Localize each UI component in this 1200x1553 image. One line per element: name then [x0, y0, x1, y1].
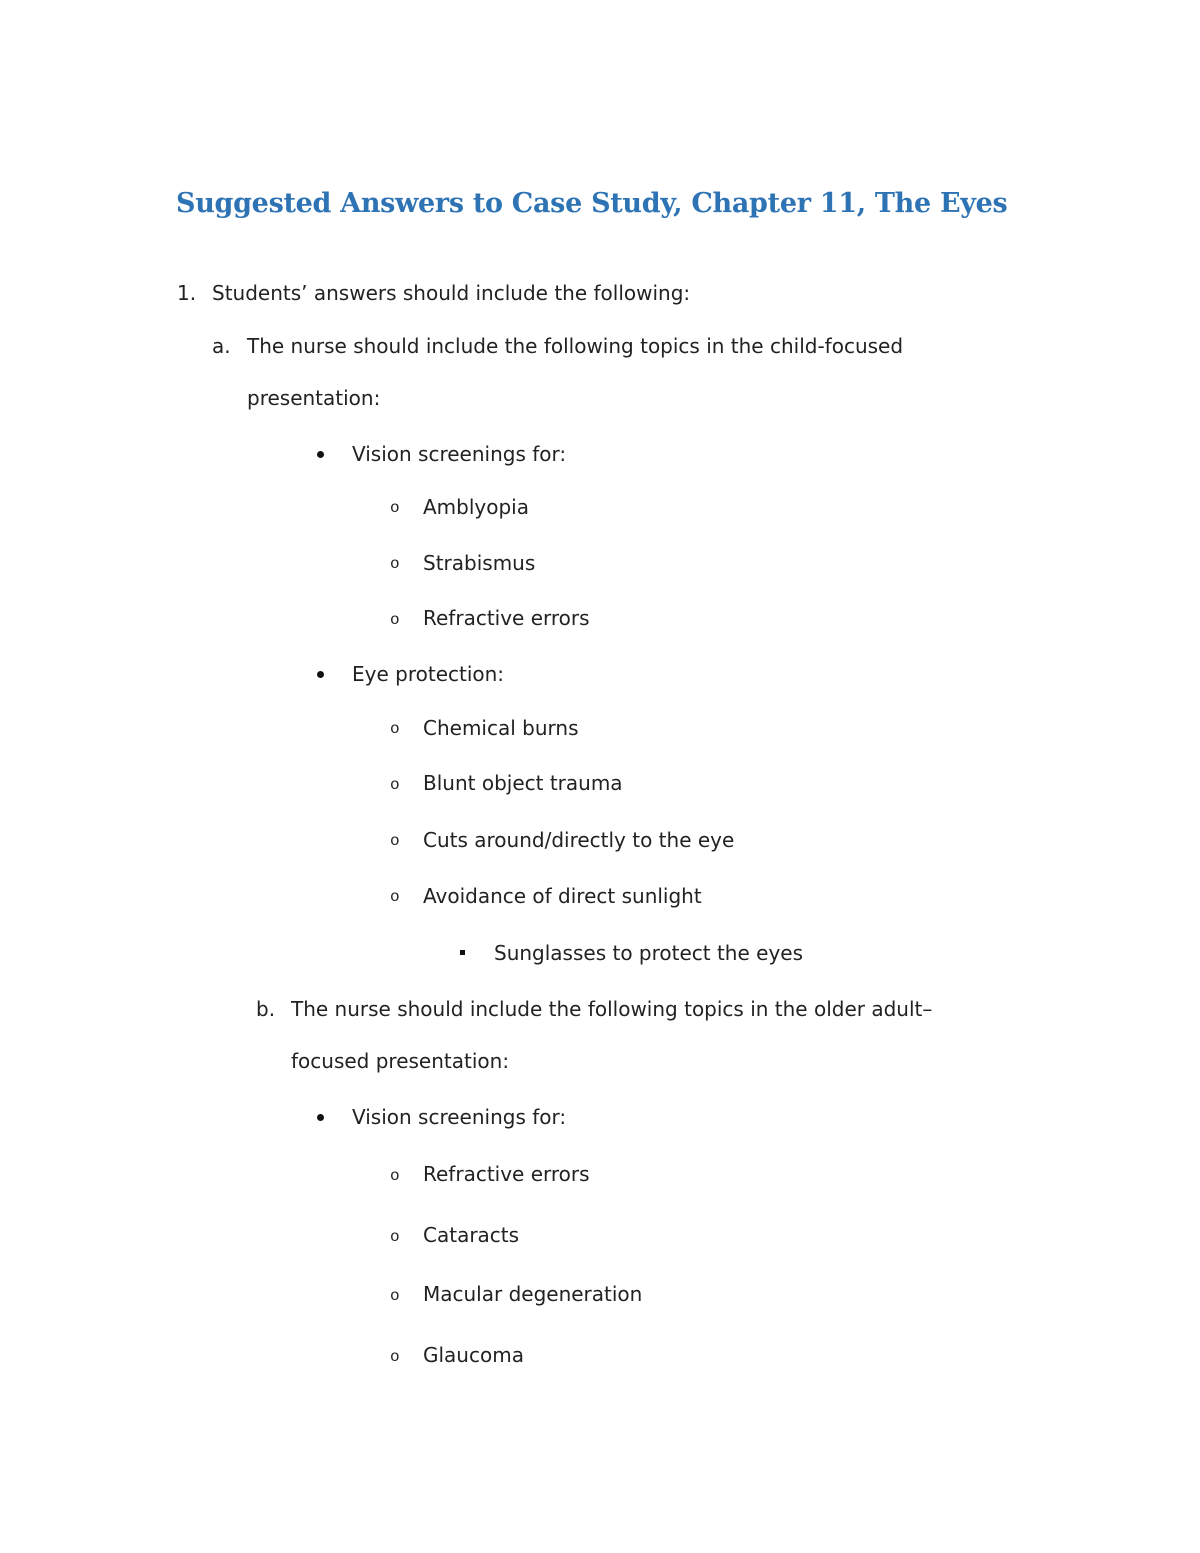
part-a-text-line2: presentation:	[247, 386, 381, 410]
list-letter-a: a.	[212, 334, 231, 358]
part-a-text-line1: The nurse should include the following topics in the child-focused	[247, 334, 904, 358]
part-b-text-line2: focused presentation:	[291, 1049, 510, 1073]
list-number-1: 1.	[177, 281, 197, 305]
part-a-vision-item-1: Amblyopia	[423, 495, 529, 519]
part-b-vision-item-3: Macular degeneration	[423, 1282, 643, 1306]
square-bullet-icon	[460, 950, 465, 955]
circle-bullet-icon: o	[390, 555, 400, 573]
circle-bullet-icon: o	[390, 888, 400, 906]
part-a-protection-sub-item: Sunglasses to protect the eyes	[494, 941, 804, 965]
part-a-vision-label: Vision screenings for:	[352, 442, 567, 466]
part-a-vision-item-2: Strabismus	[423, 551, 536, 575]
circle-bullet-icon: o	[390, 1167, 400, 1185]
circle-bullet-icon: o	[390, 611, 400, 629]
circle-bullet-icon: o	[390, 720, 400, 738]
part-b-vision-item-4: Glaucoma	[423, 1343, 524, 1367]
part-b-text-line1: The nurse should include the following topics in the older adult–	[291, 997, 933, 1021]
bullet-icon	[317, 671, 324, 678]
part-a-protection-item-2: Blunt object trauma	[423, 771, 623, 795]
bullet-icon	[317, 1114, 324, 1121]
document-title: Suggested Answers to Case Study, Chapter 11, The Eyes	[176, 188, 1008, 219]
part-a-protection-item-1: Chemical burns	[423, 716, 579, 740]
circle-bullet-icon: o	[390, 1348, 400, 1366]
circle-bullet-icon: o	[390, 1228, 400, 1246]
item1-text: Students’ answers should include the following:	[212, 281, 691, 305]
part-a-vision-item-3: Refractive errors	[423, 606, 590, 630]
part-b-vision-label: Vision screenings for:	[352, 1105, 567, 1129]
circle-bullet-icon: o	[390, 776, 400, 794]
bullet-icon	[317, 451, 324, 458]
part-a-protection-item-3: Cuts around/directly to the eye	[423, 828, 735, 852]
part-b-vision-item-1: Refractive errors	[423, 1162, 590, 1186]
list-letter-b: b.	[256, 997, 276, 1021]
circle-bullet-icon: o	[390, 499, 400, 517]
part-b-vision-item-2: Cataracts	[423, 1223, 520, 1247]
circle-bullet-icon: o	[390, 1287, 400, 1305]
part-a-protection-label: Eye protection:	[352, 662, 505, 686]
part-a-protection-item-4: Avoidance of direct sunlight	[423, 884, 702, 908]
circle-bullet-icon: o	[390, 832, 400, 850]
